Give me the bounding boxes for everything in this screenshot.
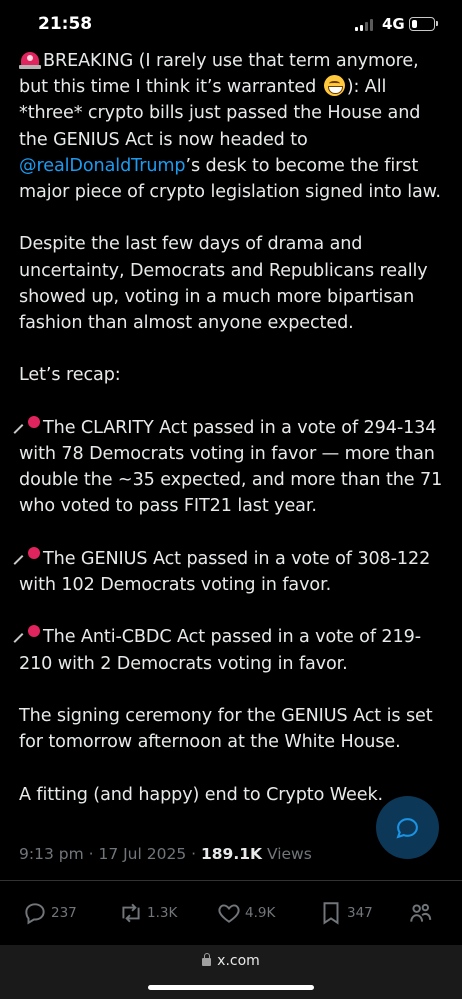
post-body <box>19 48 451 808</box>
views-label: Views <box>262 845 312 863</box>
post-paragraph <box>19 624 451 676</box>
like-button[interactable] <box>216 895 275 931</box>
bookmark-count: 347 <box>347 905 373 921</box>
paragraph-spacer <box>19 389 451 415</box>
status-time: 21:58 <box>38 14 93 34</box>
bookmark-button[interactable] <box>318 895 373 931</box>
pushpin-icon <box>19 415 41 437</box>
post-paragraph <box>19 546 451 598</box>
repost-icon <box>118 900 144 926</box>
post-text-segment: BREAKING (I rarely use that term anymore, but this time I think it’s warranted <box>19 51 419 98</box>
pushpin-icon <box>19 546 41 568</box>
home-indicator[interactable] <box>148 985 314 990</box>
paragraph-spacer <box>19 336 451 362</box>
post-paragraph <box>19 362 451 388</box>
pushpin-icon <box>19 624 41 646</box>
post-timestamp[interactable]: 9:13 pm · 17 Jul 2025 · <box>19 845 201 863</box>
share-button[interactable] <box>408 895 434 931</box>
paragraph-spacer <box>19 755 451 781</box>
post-meta <box>19 845 312 863</box>
speech-bubble-icon <box>395 815 420 840</box>
post-text-segment: A fitting (and happy) end to Crypto Week. <box>19 784 384 805</box>
share-icon <box>408 900 434 926</box>
like-count: 4.9K <box>245 905 276 921</box>
url-text: x.com <box>217 953 260 969</box>
cellular-signal-icon <box>355 18 375 31</box>
network-type: 4G <box>382 15 405 33</box>
views-count: 189.1K <box>200 845 263 863</box>
repost-button[interactable] <box>118 895 177 931</box>
post-paragraph <box>19 703 451 755</box>
reply-icon <box>22 900 48 926</box>
repost-count: 1.3K <box>147 905 178 921</box>
reply-compose-button[interactable] <box>376 796 439 859</box>
siren-icon <box>19 49 41 69</box>
paragraph-spacer <box>19 205 451 231</box>
lock-icon <box>202 958 211 966</box>
paragraph-spacer <box>19 520 451 546</box>
reply-count: 237 <box>51 905 77 921</box>
status-bar <box>0 0 462 48</box>
address-bar[interactable] <box>0 953 462 969</box>
post-paragraph <box>19 415 451 520</box>
post-text-segment: The signing ceremony for the GENIUS Act is set for tomorrow afternoon at the White House. <box>19 705 433 753</box>
post-paragraph <box>19 231 451 336</box>
post-text-segment: The Anti-CBDC Act passed in a vote of 219-210 with 2 Democrats voting in favor. <box>19 627 421 674</box>
divider <box>0 880 462 881</box>
post-text-segment: The GENIUS Act passed in a vote of 308-122 with 102 Democrats voting in favor. <box>19 548 431 595</box>
post-paragraph <box>19 48 451 205</box>
paragraph-spacer <box>19 677 451 703</box>
mention-link[interactable]: @realDonaldTrump <box>19 155 186 176</box>
post-text-segment: ): All *three* crypto bills just passed the House and the GENIUS Act is now headed to <box>19 77 421 150</box>
bookmark-icon <box>318 900 344 926</box>
paragraph-spacer <box>19 598 451 624</box>
battery-icon <box>409 17 435 31</box>
grinning-face-icon <box>324 75 345 96</box>
post-text-segment: The CLARITY Act passed in a vote of 294-134 with 78 Democrats voting in favor — more than double the ~35 expected, and more than the 71 who voted to pass FIT21 last year. <box>19 417 443 517</box>
post-text-segment: Let’s recap: <box>19 365 121 386</box>
heart-icon <box>216 900 242 926</box>
battery-level <box>412 20 417 28</box>
action-bar <box>0 895 462 931</box>
reply-button[interactable] <box>22 895 77 931</box>
post-text-segment: Despite the last few days of drama and uncertainty, Democrats and Republicans really showed up, voting in a much more bipartisan fashion than almost anyone expected. <box>19 234 428 334</box>
post-text-segment: ’s desk to become the first major piece of crypto legislation signed into law. <box>19 155 441 203</box>
browser-bar <box>0 945 462 999</box>
